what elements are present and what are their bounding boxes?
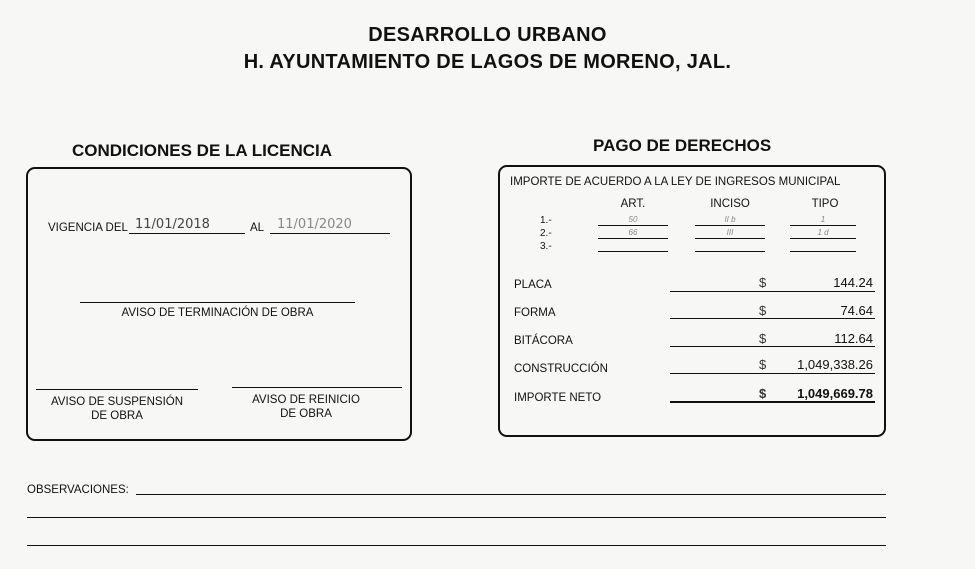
- row-2-inciso-line: [695, 238, 765, 239]
- aviso-suspension-label-2: DE OBRA: [91, 410, 143, 422]
- row-1-inciso-line: [695, 225, 765, 226]
- neto-currency: $: [759, 386, 767, 401]
- construccion-amount: 1,049,338.26: [797, 357, 873, 372]
- row-2-inciso: III: [726, 228, 734, 237]
- row-3-tipo-line: [790, 251, 856, 252]
- observaciones-label: OBSERVACIONES:: [27, 484, 129, 496]
- vigencia-hasta-value: 11/01/2020: [277, 217, 352, 232]
- al-label: AL: [250, 222, 265, 234]
- vigencia-label: VIGENCIA DEL: [48, 222, 128, 234]
- observaciones-line-2: [27, 517, 886, 518]
- terminacion-line: [80, 302, 355, 303]
- aviso-terminacion-label: AVISO DE TERMINACIÓN DE OBRA: [121, 307, 314, 319]
- vigencia-desde-line: [129, 233, 245, 234]
- header-line-1: DESARROLLO URBANO: [368, 24, 607, 46]
- row-2-art-line: [598, 238, 668, 239]
- forma-currency: $: [759, 303, 767, 318]
- row-1-num: 1.-: [540, 215, 552, 226]
- aviso-reinicio-label-2: DE OBRA: [280, 408, 332, 420]
- forma-amount: 74.64: [840, 303, 873, 318]
- neto-line: [670, 401, 875, 403]
- aviso-suspension-label-1: AVISO DE SUSPENSIÓN: [50, 396, 184, 408]
- bitacora-line: [670, 346, 875, 347]
- construccion-currency: $: [759, 357, 767, 372]
- placa-line: [670, 291, 875, 292]
- row-2-tipo: 1 d: [817, 228, 829, 237]
- row-1-inciso: II b: [724, 215, 736, 224]
- row-3-inciso-line: [695, 251, 765, 252]
- col-art-header: ART.: [620, 198, 646, 210]
- vigencia-desde-value: 11/01/2018: [135, 217, 210, 232]
- placa-currency: $: [759, 275, 767, 290]
- condiciones-title: CONDICIONES DE LA LICENCIA: [72, 141, 333, 160]
- placa-amount: 144.24: [833, 275, 873, 290]
- pago-title: PAGO DE DERECHOS: [593, 136, 772, 155]
- row-2-num: 2.-: [540, 228, 552, 239]
- aviso-reinicio-label-1: AVISO DE REINICIO: [252, 394, 360, 406]
- row-1-art-line: [598, 225, 668, 226]
- row-2-art: 66: [628, 228, 638, 237]
- bitacora-currency: $: [759, 331, 767, 346]
- row-3-num: 3.-: [540, 241, 552, 252]
- construccion-label: CONSTRUCCIÓN: [514, 363, 608, 375]
- row-1-art: 50: [628, 215, 638, 224]
- bitacora-amount: 112.64: [834, 331, 873, 346]
- vigencia-hasta-line: [270, 233, 390, 234]
- reinicio-line: [232, 387, 402, 388]
- neto-label: IMPORTE NETO: [514, 392, 602, 404]
- construccion-line: [670, 373, 875, 374]
- suspension-line: [36, 389, 198, 390]
- bitacora-label: BITÁCORA: [514, 335, 573, 347]
- observaciones-line-1: [136, 494, 886, 495]
- neto-amount: 1,049,669.78: [797, 386, 873, 401]
- row-3-art-line: [598, 251, 668, 252]
- row-1-tipo: 1: [820, 215, 826, 224]
- forma-label: FORMA: [514, 307, 556, 319]
- observaciones-line-3: [27, 545, 886, 546]
- col-inciso-header: INCISO: [710, 198, 750, 210]
- row-1-tipo-line: [790, 225, 856, 226]
- row-2-tipo-line: [790, 238, 856, 239]
- placa-label: PLACA: [514, 279, 552, 291]
- pago-subtitle: IMPORTE DE ACUERDO A LA LEY DE INGRESOS MUNICIPAL: [510, 176, 841, 188]
- forma-line: [670, 318, 875, 319]
- header-line-2: H. AYUNTAMIENTO DE LAGOS DE MORENO, JAL.: [243, 51, 732, 73]
- col-tipo-header: TIPO: [811, 198, 839, 210]
